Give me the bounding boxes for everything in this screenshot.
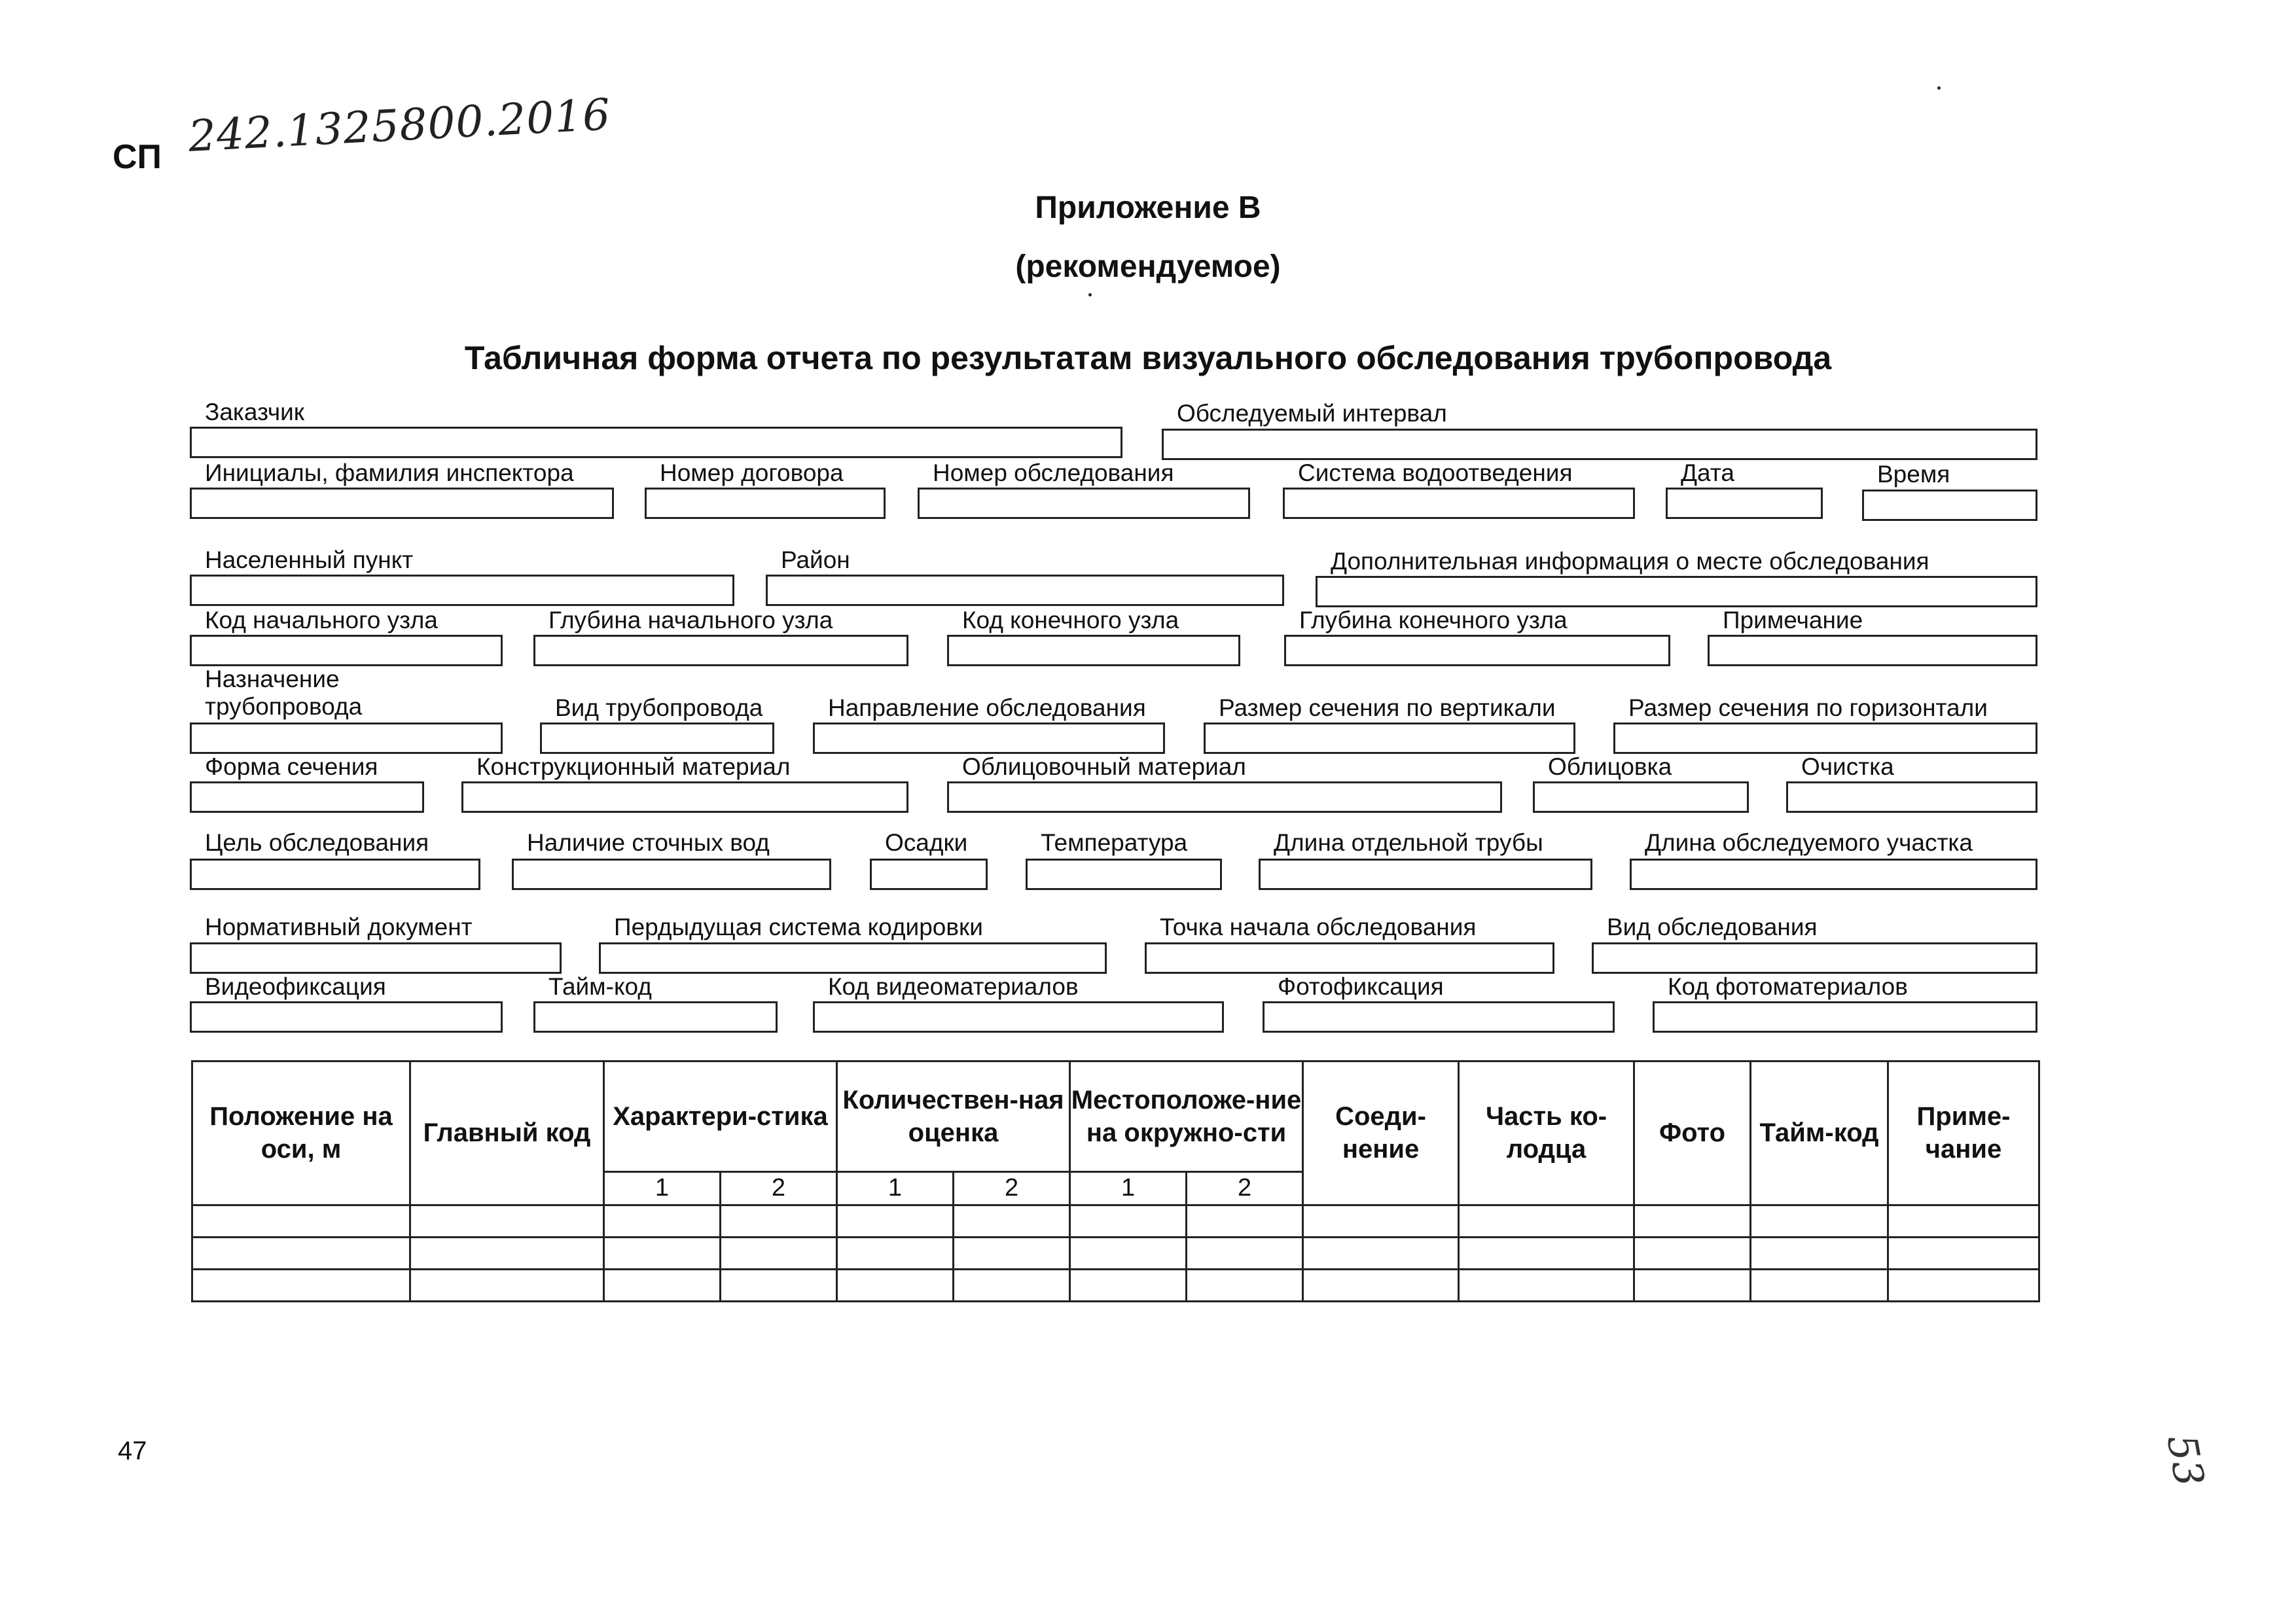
- customer-label: Заказчик: [205, 399, 304, 425]
- table-cell[interactable]: [604, 1269, 721, 1301]
- pipe-type-field[interactable]: [540, 722, 774, 754]
- pipe-length-field[interactable]: [1259, 859, 1592, 890]
- horiz-size-label: Размер сечения по горизонтали: [1628, 694, 1988, 721]
- normative-doc-field[interactable]: [190, 942, 562, 974]
- photo-label: Фотофиксация: [1278, 973, 1444, 1000]
- survey-no-label: Номер обследования: [933, 459, 1174, 486]
- table-cell[interactable]: [837, 1237, 954, 1269]
- section-length-field[interactable]: [1630, 859, 2037, 890]
- vert-size-field[interactable]: [1204, 722, 1575, 754]
- table-cell[interactable]: [192, 1205, 410, 1237]
- col-joint: Соеди-нение: [1303, 1061, 1459, 1205]
- survey-direction-label: Направление обследования: [828, 694, 1146, 721]
- table-cell[interactable]: [1070, 1205, 1187, 1237]
- survey-goal-field[interactable]: [190, 859, 480, 890]
- section-shape-label: Форма сечения: [205, 753, 378, 780]
- extra-info-field[interactable]: [1316, 576, 2037, 607]
- table-cell[interactable]: [1070, 1269, 1187, 1301]
- scan-speck: [1937, 86, 1941, 90]
- survey-goal-label: Цель обследования: [205, 829, 429, 856]
- table-cell[interactable]: [1888, 1269, 2039, 1301]
- start-node-depth-label: Глубина начального узла: [548, 607, 833, 633]
- video-field[interactable]: [190, 1001, 503, 1033]
- col-photo: Фото: [1634, 1061, 1751, 1205]
- table-cell[interactable]: [1187, 1269, 1303, 1301]
- temperature-label: Температура: [1041, 829, 1188, 856]
- scan-speck: [1088, 293, 1092, 296]
- table-cell[interactable]: [1751, 1205, 1888, 1237]
- lining-material-label: Облицовочный материал: [962, 753, 1246, 780]
- table-cell[interactable]: [1888, 1205, 2039, 1237]
- time-label: Время: [1877, 461, 1950, 488]
- wastewater-field[interactable]: [512, 859, 831, 890]
- inspector-label: Инициалы, фамилия инспектора: [205, 459, 574, 486]
- start-node-code-field[interactable]: [190, 635, 503, 666]
- temperature-field[interactable]: [1026, 859, 1222, 890]
- customer-field[interactable]: [190, 427, 1122, 458]
- locality-label: Населенный пункт: [205, 546, 414, 573]
- lining-material-field[interactable]: [947, 781, 1502, 813]
- timecode-field[interactable]: [533, 1001, 778, 1033]
- photo-field[interactable]: [1263, 1001, 1615, 1033]
- section-length-label: Длина обследуемого участка: [1645, 829, 1973, 856]
- appendix-status: (рекомендуемое): [1015, 249, 1281, 284]
- district-field[interactable]: [766, 575, 1284, 606]
- normative-doc-label: Нормативный документ: [205, 914, 473, 940]
- table-cell[interactable]: [837, 1205, 954, 1237]
- table-cell[interactable]: [1751, 1237, 1888, 1269]
- end-node-depth-field[interactable]: [1284, 635, 1670, 666]
- video-code-field[interactable]: [813, 1001, 1224, 1033]
- time-field[interactable]: [1862, 490, 2037, 521]
- contract-no-field[interactable]: [645, 488, 886, 519]
- video-code-label: Код видеоматериалов: [828, 973, 1079, 1000]
- sub-col-2: 2: [1187, 1172, 1303, 1205]
- page-number: 47: [118, 1436, 147, 1465]
- sheet-number-handwritten: 53: [2157, 1431, 2214, 1490]
- date-field[interactable]: [1666, 488, 1823, 519]
- start-node-code-label: Код начального узла: [205, 607, 438, 633]
- wastewater-label: Наличие сточных вод: [527, 829, 770, 856]
- table-cell[interactable]: [837, 1269, 954, 1301]
- survey-no-field[interactable]: [918, 488, 1250, 519]
- prev-coding-label: Пердыдущая система кодировки: [614, 914, 983, 940]
- table-cell[interactable]: [604, 1205, 721, 1237]
- table-cell[interactable]: [192, 1237, 410, 1269]
- table-row: [192, 1237, 2039, 1269]
- structural-material-label: Конструкционный материал: [476, 753, 791, 780]
- doc-prefix: СП: [113, 138, 162, 176]
- pipe-purpose-label: Назначение: [205, 666, 340, 692]
- end-node-code-label: Код конечного узла: [962, 607, 1179, 633]
- col-note: Приме-чание: [1888, 1061, 2039, 1205]
- pipe-purpose-label-line2: трубопровода: [205, 693, 363, 720]
- sub-col-1: 1: [837, 1172, 954, 1205]
- survey-type-field[interactable]: [1592, 942, 2037, 974]
- doc-number-handwritten: 242.1325800.2016: [187, 89, 612, 162]
- drainage-system-label: Система водоотведения: [1298, 459, 1573, 486]
- table-cell[interactable]: [721, 1237, 837, 1269]
- table-cell[interactable]: [1187, 1205, 1303, 1237]
- form-title: Табличная форма отчета по результатам визуального обследования трубопровода: [464, 340, 1832, 376]
- photo-code-field[interactable]: [1653, 1001, 2037, 1033]
- contract-no-label: Номер договора: [660, 459, 844, 486]
- table-cell[interactable]: [1888, 1237, 2039, 1269]
- table-cell[interactable]: [1751, 1269, 1888, 1301]
- table-cell[interactable]: [1634, 1237, 1751, 1269]
- note-label: Примечание: [1723, 607, 1863, 633]
- col-manhole-part: Часть ко-лодца: [1459, 1061, 1634, 1205]
- sub-col-1: 1: [1070, 1172, 1187, 1205]
- end-node-code-field[interactable]: [947, 635, 1240, 666]
- table-cell[interactable]: [1303, 1237, 1459, 1269]
- drainage-system-field[interactable]: [1283, 488, 1635, 519]
- col-quantitative: Количествен-ная оценка: [837, 1061, 1070, 1172]
- start-point-field[interactable]: [1145, 942, 1554, 974]
- pipe-type-label: Вид трубопровода: [555, 694, 763, 721]
- sub-col-2: 2: [721, 1172, 837, 1205]
- table-cell[interactable]: [192, 1269, 410, 1301]
- col-axis-position: Положение на оси, м: [192, 1061, 410, 1205]
- table-cell[interactable]: [1303, 1269, 1459, 1301]
- cleaning-label: Очистка: [1801, 753, 1894, 780]
- sediments-label: Осадки: [885, 829, 968, 856]
- date-label: Дата: [1681, 459, 1734, 486]
- table-cell[interactable]: [410, 1269, 604, 1301]
- inspector-field[interactable]: [190, 488, 614, 519]
- survey-type-label: Вид обследования: [1607, 914, 1818, 940]
- start-point-label: Точка начала обследования: [1160, 914, 1477, 940]
- interval-field[interactable]: [1162, 429, 2037, 460]
- photo-code-label: Код фотоматериалов: [1668, 973, 1908, 1000]
- structural-material-field[interactable]: [461, 781, 908, 813]
- end-node-depth-label: Глубина конечного узла: [1299, 607, 1568, 633]
- lining-label: Облицовка: [1548, 753, 1672, 780]
- table-cell[interactable]: [1459, 1237, 1634, 1269]
- district-label: Район: [781, 546, 850, 573]
- pipe-purpose-field[interactable]: [190, 722, 503, 754]
- results-table: [191, 1060, 2040, 1302]
- table-row: [192, 1205, 2039, 1237]
- note-field[interactable]: [1708, 635, 2037, 666]
- survey-direction-field[interactable]: [813, 722, 1165, 754]
- start-node-depth-field[interactable]: [533, 635, 908, 666]
- table-cell[interactable]: [1634, 1205, 1751, 1237]
- pipe-length-label: Длина отдельной трубы: [1274, 829, 1543, 856]
- col-circumference-location: Местоположе-ние на окружно-сти: [1070, 1061, 1303, 1172]
- table-cell[interactable]: [410, 1237, 604, 1269]
- video-label: Видеофиксация: [205, 973, 386, 1000]
- sub-col-1: 1: [604, 1172, 721, 1205]
- table-cell[interactable]: [1634, 1269, 1751, 1301]
- sediments-field[interactable]: [870, 859, 988, 890]
- timecode-label: Тайм-код: [548, 973, 652, 1000]
- sub-col-2: 2: [954, 1172, 1070, 1205]
- table-cell[interactable]: [1303, 1205, 1459, 1237]
- table-cell[interactable]: [1187, 1237, 1303, 1269]
- table-row: [192, 1269, 2039, 1301]
- table-cell[interactable]: [410, 1205, 604, 1237]
- table-cell[interactable]: [1459, 1205, 1634, 1237]
- table-cell[interactable]: [954, 1205, 1070, 1237]
- lining-field[interactable]: [1533, 781, 1749, 813]
- col-timecode: Тайм-код: [1751, 1061, 1888, 1205]
- prev-coding-field[interactable]: [599, 942, 1107, 974]
- table-cell[interactable]: [954, 1237, 1070, 1269]
- table-cell[interactable]: [604, 1237, 721, 1269]
- table-cell[interactable]: [954, 1269, 1070, 1301]
- section-shape-field[interactable]: [190, 781, 424, 813]
- table-cell[interactable]: [1070, 1237, 1187, 1269]
- vert-size-label: Размер сечения по вертикали: [1219, 694, 1556, 721]
- cleaning-field[interactable]: [1786, 781, 2037, 813]
- table-cell[interactable]: [721, 1269, 837, 1301]
- col-main-code: Главный код: [410, 1061, 604, 1205]
- horiz-size-field[interactable]: [1613, 722, 2037, 754]
- extra-info-label: Дополнительная информация о месте обследования: [1331, 548, 1929, 575]
- col-characteristic: Характери-стика: [604, 1061, 837, 1172]
- interval-label: Обследуемый интервал: [1177, 400, 1447, 427]
- table-cell[interactable]: [721, 1205, 837, 1237]
- table-cell[interactable]: [1459, 1269, 1634, 1301]
- appendix-title: Приложение В: [1035, 190, 1261, 225]
- locality-field[interactable]: [190, 575, 734, 606]
